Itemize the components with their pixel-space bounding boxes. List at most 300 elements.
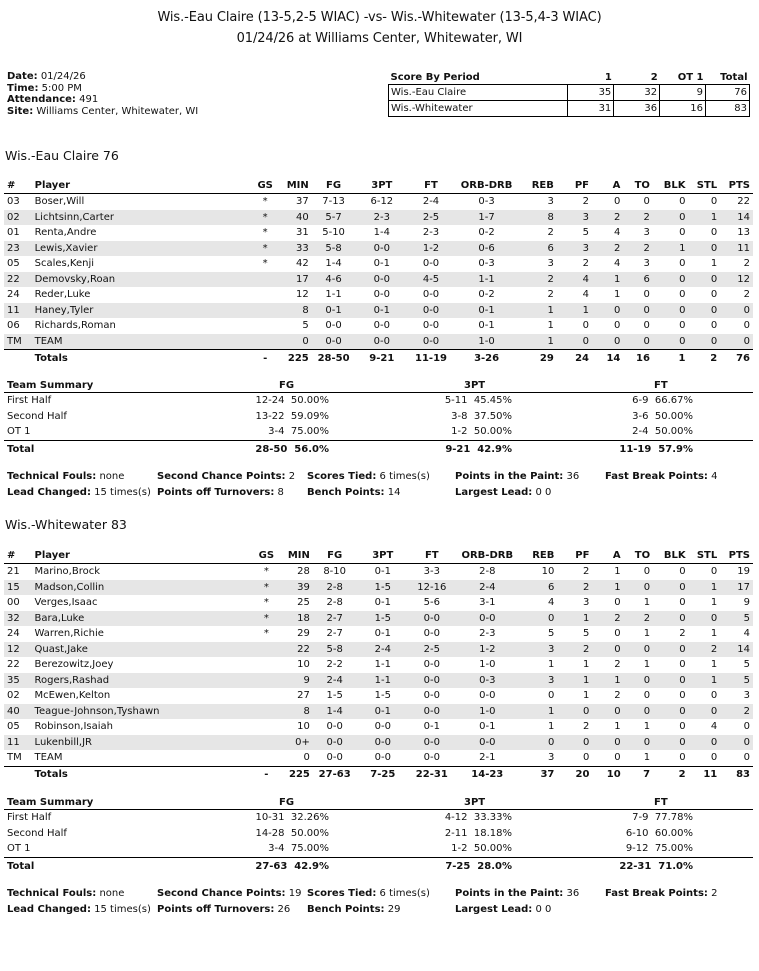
cell-pf: 5 — [582, 227, 590, 238]
cell-gs — [255, 735, 277, 751]
cell-fg: 7-13 — [322, 196, 345, 207]
cell-to: 1 — [643, 659, 651, 670]
cell-player: Robinson,Isaiah — [34, 721, 114, 732]
total-player: Totals — [32, 350, 255, 368]
misc-stat-label: Scores Tied: — [307, 471, 377, 482]
cell-pf: 2 — [582, 196, 590, 207]
cell-reb: 8 — [519, 210, 556, 226]
cell-pts: 5 — [720, 611, 753, 627]
team-heading-whitewater: Wis.-Whitewater 83 — [5, 517, 127, 532]
cell-fg: 1-4 — [325, 258, 342, 269]
player-row — [4, 564, 753, 580]
cell-gs: * — [263, 628, 269, 639]
cell-min: 5 — [302, 320, 309, 331]
cell-3pt: 1-1 — [356, 673, 409, 689]
cell-3pt: 1-4 — [373, 227, 390, 238]
summary-total-fg: 28-50 56.0% — [255, 443, 329, 455]
cell-blk: 0 — [653, 303, 689, 319]
cell-reb: 1 — [548, 721, 555, 732]
total-ft: 11-19 — [408, 350, 454, 368]
misc-stat — [157, 886, 301, 902]
cell-pf: 3 — [557, 241, 592, 257]
cell-num: 11 — [4, 303, 32, 319]
date-value: 01/24/26 — [40, 71, 86, 82]
col-header-3pt: 3PT — [355, 178, 408, 194]
misc-stat-label: Largest Lead: — [455, 904, 533, 915]
cell-fg: 0-0 — [326, 752, 343, 763]
cell-pts: 12 — [720, 272, 753, 288]
cell-pf: 0 — [582, 320, 590, 331]
col-header-min: MIN — [276, 178, 312, 194]
sbp-row — [389, 101, 750, 117]
sbp-header-p1: 1 — [604, 72, 612, 83]
cell-fg: 5-8 — [313, 642, 357, 658]
cell-gs: * — [262, 227, 268, 238]
cell-player: Renta,Andre — [34, 227, 97, 238]
summary-row — [4, 393, 753, 409]
summary-3pt: 4-12 33.33% — [444, 812, 512, 823]
player-row — [4, 673, 753, 689]
summary-ft: 2-4 50.00% — [632, 426, 693, 437]
cell-gs: * — [254, 210, 276, 226]
misc-stat — [157, 485, 284, 501]
misc-stat-label: Points off Turnovers: — [157, 904, 275, 915]
cell-orb-drb: 0-3 — [478, 196, 495, 207]
player-row — [4, 241, 753, 257]
cell-pts: 5 — [720, 673, 753, 689]
cell-to: 0 — [643, 320, 650, 331]
cell-3pt: 6-12 — [370, 196, 394, 207]
misc-stat — [455, 485, 551, 501]
total-fg: 28-50 — [312, 350, 356, 368]
cell-player: Richards,Roman — [34, 320, 116, 331]
cell-ft: 2-4 — [422, 196, 440, 207]
cell-pts: 0 — [720, 303, 753, 319]
cell-blk: 0 — [653, 642, 688, 658]
time-line — [7, 83, 198, 95]
total-blk: 1 — [653, 350, 689, 368]
player-row — [4, 225, 753, 241]
cell-pts: 11 — [720, 241, 753, 257]
col-header-stl: STL — [688, 178, 720, 194]
summary-fg-header: FG — [279, 797, 295, 808]
cell-orb-drb: 2-8 — [479, 566, 496, 577]
cell-3pt: 0-1 — [355, 303, 408, 319]
cell-gs — [255, 704, 277, 720]
misc-stat-value: 36 — [566, 471, 580, 482]
cell-stl: 0 — [710, 320, 718, 331]
cell-num: 24 — [7, 289, 20, 300]
cell-blk: 0 — [653, 272, 689, 288]
misc-stat — [605, 469, 717, 485]
summary-fg-header: FG — [279, 380, 295, 391]
cell-ft: 3-3 — [423, 566, 440, 577]
cell-pf: 3 — [583, 597, 590, 608]
date-label: Date: — [7, 71, 38, 82]
summary-row — [4, 826, 753, 842]
cell-gs — [255, 688, 277, 704]
sbp-ot1: 16 — [660, 101, 706, 117]
col-header-gs: GS — [255, 548, 277, 564]
misc-stat — [307, 886, 430, 902]
summary-3pt: 2-11 18.18% — [444, 827, 512, 839]
misc-stat-value: 26 — [277, 904, 291, 915]
summary-ft-header: FT — [654, 380, 668, 391]
misc-stat-value: 6 times(s) — [379, 888, 430, 899]
cell-pts: 9 — [743, 597, 750, 608]
cell-blk: 0 — [653, 334, 689, 350]
summary-period: Second Half — [7, 827, 67, 839]
cell-3pt: 1-5 — [356, 611, 409, 627]
misc-stat — [455, 886, 579, 902]
cell-a: 0 — [592, 735, 623, 751]
cell-pts: 0 — [743, 721, 750, 732]
cell-num: 21 — [7, 566, 20, 577]
cell-min: 22 — [277, 642, 313, 658]
summary-ft: 7-9 77.78% — [632, 812, 693, 823]
cell-pts: 0 — [720, 334, 753, 350]
misc-stat-label: Lead Changed: — [7, 904, 91, 915]
misc-stat-value: 6 times(s) — [379, 471, 430, 482]
total-reb: 37 — [520, 766, 557, 784]
cell-orb-drb: 0-2 — [478, 289, 495, 300]
player-row — [4, 626, 753, 642]
cell-ft: 0-0 — [409, 673, 455, 689]
totals-row — [4, 350, 753, 368]
cell-gs: * — [263, 597, 269, 608]
total-to: 7 — [624, 766, 653, 784]
cell-num: 22 — [7, 659, 20, 670]
cell-to: 1 — [643, 628, 651, 639]
cell-reb: 1 — [547, 320, 554, 331]
cell-fg: 0-0 — [326, 721, 343, 732]
summary-total-3pt: 7-25 28.0% — [445, 860, 512, 872]
summary-3pt-header: 3PT — [464, 797, 486, 808]
cell-fg: 2-8 — [313, 580, 357, 596]
cell-a: 0 — [614, 752, 621, 763]
summary-total-row — [4, 440, 753, 458]
misc-stat-label: Lead Changed: — [7, 487, 91, 498]
cell-player: Lewis,Xavier — [32, 241, 255, 257]
misc-stat-label: Points in the Paint: — [455, 888, 564, 899]
cell-num: 05 — [7, 721, 20, 732]
summary-fg: 3-4 75.00% — [268, 843, 329, 854]
cell-fg: 5-7 — [312, 210, 356, 226]
cell-pf: 0 — [557, 704, 592, 720]
cell-3pt: 0-1 — [374, 597, 391, 608]
cell-gs: * — [255, 611, 277, 627]
player-row — [4, 210, 753, 226]
sbp-team: Wis.-Whitewater — [389, 101, 568, 117]
summary-period: First Half — [7, 395, 52, 406]
cell-player: Rogers,Rashad — [32, 673, 256, 689]
col-header-fg: FG — [312, 178, 356, 194]
cell-ft: 0-0 — [423, 628, 440, 639]
summary-fg: 12-24 50.00% — [255, 395, 329, 406]
cell-min: 9 — [277, 673, 313, 689]
col-header-orb-drb: ORB-DRB — [455, 548, 520, 564]
cell-num: 40 — [4, 704, 32, 720]
cell-stl: 0 — [710, 690, 718, 701]
summary-fg: 10-31 32.26% — [255, 812, 329, 823]
cell-pts: 14 — [720, 642, 753, 658]
cell-blk: 0 — [679, 566, 686, 577]
player-row — [4, 595, 753, 611]
total-reb: 29 — [519, 350, 556, 368]
cell-stl: 1 — [710, 659, 718, 670]
cell-gs: * — [255, 580, 277, 596]
col-header-reb: REB — [519, 178, 556, 194]
sbp-header-label: Score By Period — [390, 72, 480, 83]
cell-player: Haney,Tyler — [32, 303, 255, 319]
cell-reb: 10 — [541, 566, 555, 577]
cell-orb-drb: 1-0 — [479, 659, 496, 670]
cell-orb-drb: 1-1 — [454, 272, 520, 288]
time-label: Time: — [7, 82, 39, 94]
cell-orb-drb: 1-2 — [455, 642, 520, 658]
cell-fg: 0-1 — [312, 303, 356, 319]
cell-orb-drb: 0-2 — [478, 227, 495, 238]
misc-stat-value: 0 0 — [535, 904, 552, 915]
cell-blk: 0 — [679, 289, 686, 300]
cell-blk: 0 — [679, 227, 686, 238]
cell-pf: 0 — [557, 735, 592, 751]
cell-a: 0 — [592, 704, 623, 720]
total-pts: 76 — [720, 350, 753, 368]
box-score-header — [4, 548, 753, 564]
misc-stat-label: Largest Lead: — [455, 487, 533, 498]
cell-pf: 2 — [582, 258, 590, 269]
cell-a: 0 — [614, 628, 621, 639]
cell-player: Scales,Kenji — [34, 258, 95, 269]
cell-player: Boser,Will — [34, 196, 85, 207]
cell-to: 1 — [643, 752, 651, 763]
sbp-header-total: Total — [720, 72, 748, 83]
cell-ft: 4-5 — [408, 272, 454, 288]
sbp-p2: 36 — [614, 101, 660, 117]
cell-stl: 0 — [710, 752, 718, 763]
cell-3pt: 1-5 — [356, 580, 409, 596]
cell-reb: 4 — [548, 597, 555, 608]
cell-player: Madson,Collin — [32, 580, 256, 596]
cell-gs — [254, 318, 276, 334]
misc-stat — [7, 886, 124, 902]
cell-stl: 4 — [710, 721, 718, 732]
cell-a: 4 — [614, 258, 621, 269]
cell-ft: 0-0 — [422, 258, 440, 269]
cell-ft: 0-0 — [423, 690, 440, 701]
cell-pf: 2 — [557, 580, 592, 596]
cell-ft: 0-0 — [423, 659, 440, 670]
cell-player: Quast,Jake — [32, 642, 256, 658]
sbp-header-ot1: OT 1 — [677, 72, 704, 83]
cell-player: Demovsky,Roan — [32, 272, 255, 288]
cell-reb: 6 — [519, 241, 556, 257]
cell-a: 2 — [592, 611, 623, 627]
total-a: 14 — [592, 350, 623, 368]
cell-min: 33 — [276, 241, 312, 257]
team-summary-whitewater — [4, 796, 753, 875]
cell-pf: 1 — [583, 659, 590, 670]
cell-reb: 0 — [520, 735, 557, 751]
cell-pf: 5 — [583, 628, 590, 639]
misc-stat — [307, 485, 400, 501]
cell-min: 29 — [297, 628, 310, 639]
total-orb-drb: 3-26 — [454, 350, 520, 368]
cell-pf: 2 — [557, 642, 592, 658]
total-pf: 20 — [557, 766, 592, 784]
cell-num: 01 — [7, 227, 20, 238]
cell-pts: 22 — [737, 196, 750, 207]
cell-stl: 0 — [689, 611, 721, 627]
cell-player: Marino,Brock — [34, 566, 100, 577]
total-gs: - — [254, 350, 276, 368]
sbp-ot1: 9 — [660, 85, 706, 101]
cell-reb: 2 — [519, 272, 556, 288]
cell-player: Lukenbill,JR — [32, 735, 256, 751]
sbp-total: 83 — [706, 101, 750, 117]
col-header-gs: GS — [254, 178, 276, 194]
misc-stat — [455, 902, 551, 918]
total-pts: 83 — [720, 766, 753, 784]
cell-3pt: 0-0 — [355, 334, 408, 350]
cell-min: 0 — [276, 334, 312, 350]
summary-header — [4, 379, 753, 393]
total-to: 16 — [623, 350, 653, 368]
misc-stat-label: Fast Break Points: — [605, 471, 708, 482]
box-score-header — [4, 178, 753, 194]
cell-num: TM — [4, 334, 32, 350]
total-stl: 11 — [689, 766, 721, 784]
cell-orb-drb: 0-3 — [455, 673, 520, 689]
cell-stl: 0 — [688, 272, 720, 288]
summary-total-label: Total — [7, 443, 35, 455]
cell-player: Warren,Richie — [34, 628, 104, 639]
cell-pts: 4 — [743, 628, 750, 639]
total-num — [4, 766, 32, 784]
cell-num: 03 — [7, 196, 20, 207]
cell-a: 1 — [614, 566, 621, 577]
cell-reb: 3 — [520, 642, 557, 658]
cell-gs — [255, 750, 277, 766]
cell-min: 10 — [297, 659, 310, 670]
cell-ft: 0-0 — [409, 611, 455, 627]
misc-stat-label: Points in the Paint: — [455, 471, 564, 482]
summary-row — [4, 409, 753, 425]
cell-num: 35 — [4, 673, 32, 689]
cell-stl: 0 — [710, 566, 718, 577]
cell-blk: 0 — [679, 258, 686, 269]
summary-total-row — [4, 857, 753, 875]
summary-ft: 6-10 60.00% — [625, 827, 693, 839]
misc-stat-label: Scores Tied: — [307, 888, 377, 899]
cell-player: Verges,Isaac — [34, 597, 98, 608]
cell-a: 2 — [592, 241, 623, 257]
cell-fg: 2-4 — [313, 673, 357, 689]
cell-orb-drb: 0-3 — [478, 258, 495, 269]
cell-to: 2 — [623, 241, 653, 257]
cell-fg: 2-7 — [313, 611, 357, 627]
summary-ft-header: FT — [654, 797, 668, 808]
cell-min: 17 — [276, 272, 312, 288]
cell-pts: 2 — [743, 289, 750, 300]
cell-min: 10 — [297, 721, 310, 732]
summary-3pt: 1-2 50.00% — [451, 426, 512, 437]
cell-ft: 0-0 — [409, 735, 455, 751]
cell-pf: 1 — [557, 611, 592, 627]
cell-orb-drb: 0-1 — [479, 721, 496, 732]
cell-blk: 0 — [679, 597, 686, 608]
misc-stat — [307, 902, 400, 918]
team-summary-eau-claire — [4, 379, 753, 458]
cell-to: 0 — [643, 690, 651, 701]
total-3pt: 9-21 — [355, 350, 408, 368]
misc-stat-value: 19 — [288, 888, 302, 899]
cell-pts: 14 — [720, 210, 753, 226]
summary-3pt-header: 3PT — [464, 380, 486, 391]
summary-period: OT 1 — [7, 426, 31, 437]
cell-num: 15 — [4, 580, 32, 596]
cell-blk: 2 — [679, 628, 686, 639]
total-stl: 2 — [688, 350, 720, 368]
cell-to: 3 — [643, 258, 650, 269]
cell-player: TEAM — [34, 752, 63, 763]
total-fg: 27-63 — [313, 766, 357, 784]
summary-period: OT 1 — [7, 843, 31, 854]
cell-player: McEwen,Kelton — [34, 690, 111, 701]
cell-3pt: 0-0 — [356, 735, 409, 751]
site-value: Williams Center, Whitewater, WI — [36, 105, 199, 117]
cell-blk: 0 — [679, 752, 686, 763]
cell-min: 31 — [296, 227, 309, 238]
cell-player: TEAM — [32, 334, 255, 350]
cell-3pt: 0-0 — [373, 289, 390, 300]
cell-orb-drb: 0-0 — [455, 611, 520, 627]
cell-3pt: 0-0 — [374, 721, 391, 732]
site-line — [7, 106, 198, 118]
cell-3pt: 0-0 — [355, 241, 408, 257]
cell-gs — [254, 303, 276, 319]
cell-min: 0 — [303, 752, 310, 763]
cell-ft: 0-0 — [423, 752, 440, 763]
cell-orb-drb: 0-0 — [455, 735, 520, 751]
cell-ft: 0-1 — [423, 721, 440, 732]
col-header-num: # — [4, 548, 32, 564]
cell-orb-drb: 1-0 — [454, 334, 520, 350]
cell-ft: 2-5 — [408, 210, 454, 226]
misc-stat-label: Second Chance Points: — [157, 471, 286, 482]
cell-to: 2 — [624, 611, 653, 627]
total-blk: 2 — [653, 766, 688, 784]
col-header-pf: PF — [557, 548, 592, 564]
cell-fg: 2-8 — [326, 597, 343, 608]
misc-stat — [455, 469, 579, 485]
cell-min: 28 — [297, 566, 310, 577]
cell-gs: * — [262, 196, 268, 207]
player-row — [4, 735, 753, 751]
cell-num: 11 — [4, 735, 32, 751]
cell-pf: 4 — [582, 289, 590, 300]
score-by-period-header — [389, 72, 750, 85]
cell-pf: 1 — [583, 690, 590, 701]
misc-stat — [7, 469, 124, 485]
cell-3pt: 2-3 — [355, 210, 408, 226]
cell-blk: 0 — [679, 690, 686, 701]
total-min: 225 — [277, 766, 313, 784]
col-header-blk: BLK — [653, 548, 688, 564]
cell-to: 2 — [623, 210, 653, 226]
col-header-num: # — [4, 178, 32, 194]
